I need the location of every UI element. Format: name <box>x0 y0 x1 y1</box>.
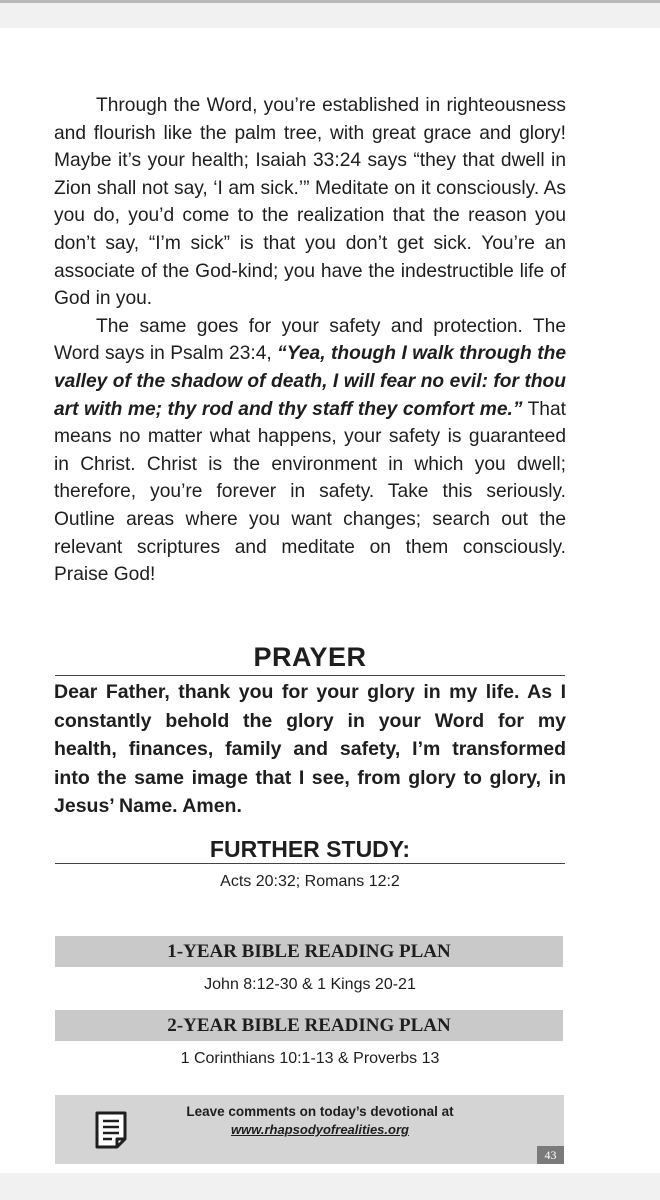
comments-prompt: Leave comments on today’s devotional at <box>186 1104 454 1119</box>
page-number: 43 <box>537 1146 564 1164</box>
devotional-page <box>0 28 660 1173</box>
paragraph-2 <box>54 313 566 589</box>
one-year-plan-reading: John 8:12-30 & 1 Kings 20-21 <box>204 976 416 993</box>
paragraph-2-intro: The same goes for your safety and protection. The Word says in Psalm 23:4, <box>54 315 566 365</box>
paragraph-2-rest: That means no matter what happens, your safety is guaranteed in Christ. Christ is the environment in which you dwell; therefore, you’re forever in safety. Take this seriously. Outline areas where you want changes; search out the relevant scriptures and meditate on them consciously. Praise God! <box>54 398 566 586</box>
further-study-heading: FURTHER STUDY: <box>209 836 411 862</box>
top-rule <box>0 0 660 3</box>
comments-box <box>55 1095 564 1164</box>
further-study-divider <box>55 863 565 864</box>
devotional-body <box>54 92 566 589</box>
prayer-heading: PRAYER <box>253 642 367 672</box>
prayer-divider <box>55 675 565 676</box>
two-year-plan-heading: 2-YEAR BIBLE READING PLAN <box>55 1010 563 1041</box>
one-year-plan-heading: 1-YEAR BIBLE READING PLAN <box>55 936 563 967</box>
psalm-verse: “Yea, though I walk through the valley of the shadow of death, I will fear no evil: for thou art with me; thy rod and thy staff they comfort me.” <box>54 343 566 420</box>
further-study-references: Acts 20:32; Romans 12:2 <box>220 873 400 890</box>
website-link[interactable]: www.rhapsodyofrealities.org <box>231 1122 409 1137</box>
prayer-text: Dear Father, thank you for your glory in my life. As I constantly behold the glory in your Word for my health, finances, family and safety, I’m transformed into the same image that I see, from glory to glory, in Jesus’ Name. Amen. <box>54 681 566 817</box>
two-year-plan-reading: 1 Corinthians 10:1-13 & Proverbs 13 <box>180 1050 440 1067</box>
document-icon <box>95 1111 127 1149</box>
paragraph-1: Through the Word, you’re established in righteousness and flourish like the palm tree, with great grace and glory! Maybe it’s your health; Isaiah 33:24 says “they that dwell in Zion shall not say, ‘I am sick.’” Meditate on it consciously. As you do, you’d come to the realization that the reason you don’t say, “I’m sick” is that you don’t get sick. You’re an associate of the God-kind; you have the indestructible life of God in you. <box>54 95 566 310</box>
